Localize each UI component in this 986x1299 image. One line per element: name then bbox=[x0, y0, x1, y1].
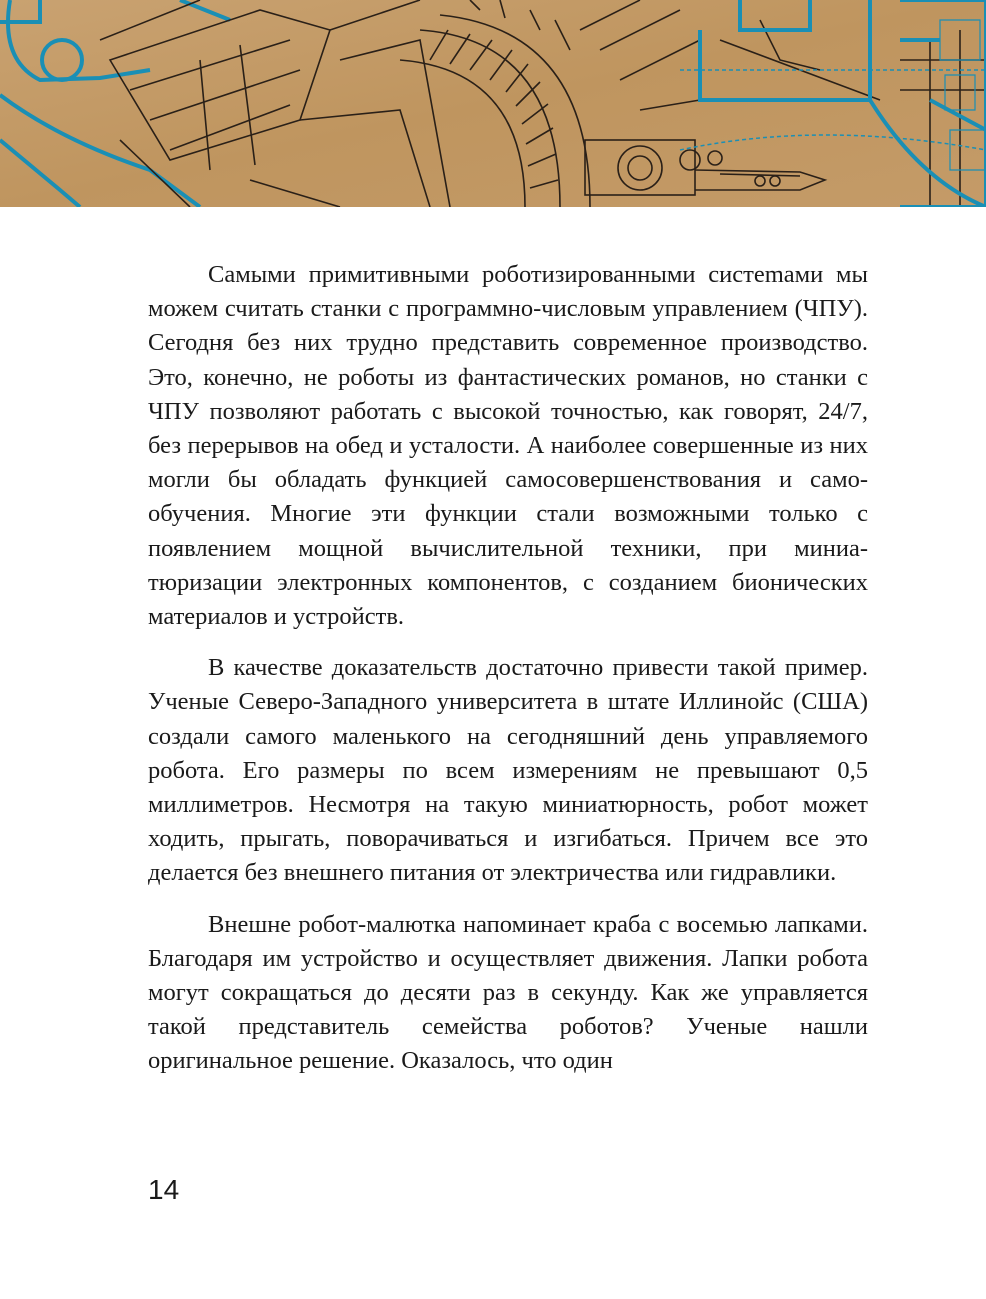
body-text bbox=[148, 258, 868, 1096]
robot-blueprint-illustration bbox=[0, 0, 986, 207]
header-illustration bbox=[0, 0, 986, 207]
paragraph-3: Внешне робот-малютка напоминает краба с восемью лапками. Благодаря им устройство и осуществляет движения. Лапки робота могут сокращаться до десяти раз в секунду. Как же управляется такой представитель семейства роботов? Ученые нашли оригинальное решение. Оказалось, что один bbox=[148, 910, 868, 1075]
paragraph-1: Самыми примитивными роботизированными систеmами мы можем считать станки с программно-числовым управлением (ЧПУ). Сегодня без них трудно представить современное производство. Это, конечно, не роботы из фантастических романов, но станки с ЧПУ позволяют работать с высокой точностью, как говорят, 24/7, без перерывов на обед и усталости. А наиболее совершенные из них могли бы обладать функцией самосовершенствования и самообучения. Многие эти функции стали возможными только с появлением мощной вычислительной техники, при миниатюризации электронных компонентов, с созданием бионических материалов и устройств. bbox=[148, 261, 868, 631]
paragraph-2: В качестве доказательств достаточно привести такой пример. Ученые Северо-Западного университета в штате Иллинойс (США) создали самого маленького на сегодняшний день управляемого робота. Его размеры по всем измерениям не превышают 0,5 миллиметров. Несмотря на такую миниатюрность, робот может ходить, прыгать, поворачиваться и изгибаться. Причем все это делается без внешнего питания от электричества или гидравлики. bbox=[148, 654, 868, 887]
page-number: 14 bbox=[148, 1174, 180, 1205]
